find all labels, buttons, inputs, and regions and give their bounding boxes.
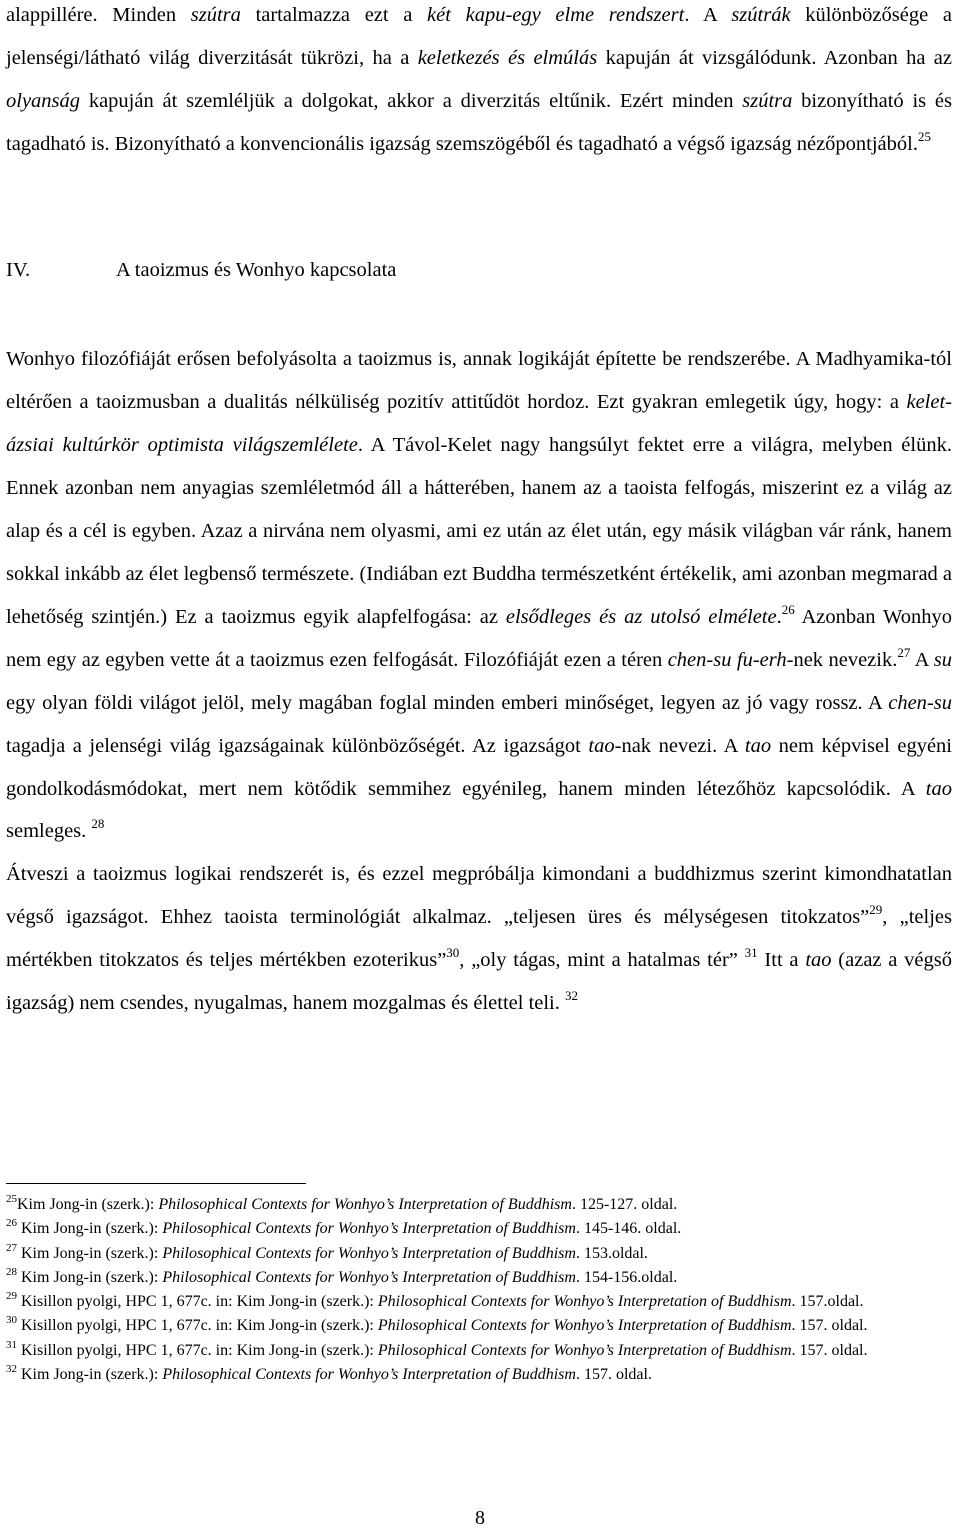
footnote-ref[interactable]: 31 (744, 945, 758, 961)
italic-term: olyanság (6, 89, 81, 112)
footnote-title: Philosophical Contexts for Wonhyo’s Interpretation of Buddhism (377, 1341, 792, 1359)
footnote-pages: . 125-127. oldal. (571, 1196, 678, 1213)
footnote-pages: . 145-146. oldal. (575, 1220, 682, 1238)
footnote-item (6, 1363, 952, 1387)
footnote-separator (6, 1183, 306, 1184)
footnote-pages: . 153.oldal. (575, 1244, 648, 1262)
footnote-number: 31 (6, 1338, 17, 1351)
footnote-pages: . 154-156.oldal. (575, 1268, 678, 1286)
footnote-author: Kisillon pyolgi, HPC 1, 677c. in: Kim Jong-in (szerk.): (17, 1317, 378, 1335)
text-run: semleges. (6, 820, 92, 843)
text-run: tagadja a jelenségi világ igazságainak különbözőségét. Az igazságot (6, 734, 589, 757)
text-run: bizonyítható is és tagadható is. Bizonyítható a konvencionális igazság szemszögéből és tagadható a végső igazság nézőpontjából. (6, 89, 952, 155)
footnote-title: Philosophical Contexts for Wonhyo’s Interpretation of Buddhism (158, 1196, 572, 1213)
footnote-author: Kim Jong-in (szerk.): (17, 1196, 159, 1213)
italic-term: kelet-ázsiai kultúrkör optimista világszemlélete (6, 390, 952, 456)
text-run: . (776, 605, 782, 628)
footnote-item (6, 1242, 952, 1266)
footnotes-list (6, 1193, 952, 1387)
italic-term: keletkezés és elmúlás (417, 46, 598, 69)
footnote-author: Kim Jong-in (szerk.): (17, 1220, 163, 1238)
italic-term: szútra (190, 4, 241, 26)
footnote-ref[interactable]: 28 (91, 816, 105, 832)
footnote-ref[interactable]: 32 (565, 988, 579, 1004)
text-run: alappillére. Minden (6, 4, 191, 26)
italic-term: elsődleges és az utolsó elmélete (505, 605, 777, 628)
text-run: nem képvisel egyéni gondolkodásmódokat, mert nem kötődik semmihez egyénileg, hanem minden létezőhöz kapcsolódik. A (6, 734, 952, 800)
italic-term: tao (744, 734, 772, 757)
footnote-pages: . 157.oldal. (791, 1293, 864, 1311)
footnote-number: 28 (6, 1265, 17, 1278)
footnote-pages: . 157. oldal. (791, 1317, 868, 1335)
text-run: , „teljes mértékben titokzatos és teljes mértékben ezoterikus” (6, 906, 952, 972)
section-heading (6, 256, 396, 284)
section-title: A taoizmus és Wonhyo kapcsolata (116, 259, 397, 281)
footnote-author: Kim Jong-in (szerk.): (17, 1366, 163, 1384)
text-run: , „oly tágas, mint a hatalmas tér” (459, 949, 745, 972)
footnote-number: 26 (6, 1217, 17, 1230)
footnote-author: Kisillon pyolgi, HPC 1, 677c. in: Kim Jong-in (szerk.): (17, 1341, 378, 1359)
footnote-author: Kim Jong-in (szerk.): (17, 1244, 163, 1262)
footnote-ref[interactable]: 27 (897, 644, 911, 660)
footnote-title: Philosophical Contexts for Wonhyo’s Interpretation of Buddhism (162, 1244, 576, 1262)
italic-term: chen-su (888, 691, 952, 714)
italic-term: szútrák (731, 4, 791, 26)
intro-paragraph (6, 0, 952, 166)
italic-term: tao (805, 949, 832, 972)
footnote-title: Philosophical Contexts for Wonhyo’s Interpretation of Buddhism (377, 1317, 792, 1335)
section-number: IV. (6, 259, 31, 281)
footnote-title: Philosophical Contexts for Wonhyo’s Interpretation of Buddhism (162, 1366, 576, 1384)
text-run: (azaz a végső igazság) nem csendes, nyugalmas, hanem mozgalmas és élettel teli. (6, 949, 952, 1015)
italic-term: chen-su fu-erh (667, 648, 787, 671)
text-run: egy olyan földi világot jelöl, mely magában foglal minden emberi minőséget, legyen az jó vagy rossz. A (6, 691, 889, 714)
section-body (6, 338, 952, 1025)
footnote-item (6, 1217, 952, 1241)
text-run: kapuján át vizsgálódunk. Azonban ha az (597, 46, 952, 69)
footnote-number: 25 (6, 1193, 17, 1205)
text-run: -nek nevezik. (786, 648, 898, 671)
footnote-title: Philosophical Contexts for Wonhyo’s Interpretation of Buddhism (162, 1268, 576, 1286)
text-run: -nak nevezi. A (614, 734, 745, 757)
body-paragraph-1 (6, 338, 952, 853)
page-number: 8 (475, 1507, 485, 1529)
text-run: . A (684, 4, 732, 26)
footnote-pages: . 157. oldal. (791, 1341, 868, 1359)
footnote-title: Philosophical Contexts for Wonhyo’s Interpretation of Buddhism (377, 1293, 792, 1311)
footnote-title: Philosophical Contexts for Wonhyo’s Interpretation of Buddhism (162, 1220, 576, 1238)
body-paragraph-2 (6, 853, 952, 1025)
text-run: Wonhyo filozófiáját erősen befolyásolta a taoizmus is, annak logikáját építette be rendszerébe. A Madhyamika-tól eltérően a taoizmusban a dualitás nélküliség pozitív attitűdöt hordoz. Ezt gyakran emlegetik úgy, hogy: a (6, 348, 952, 413)
italic-term: tao (925, 777, 952, 800)
footnote-ref[interactable]: 30 (446, 945, 460, 961)
footnote-author: Kim Jong-in (szerk.): (17, 1268, 163, 1286)
footnote-number: 29 (6, 1290, 17, 1303)
footnote-item (6, 1193, 952, 1217)
text-run: . A Távol-Kelet nagy hangsúlyt fektet erre a világra, melyben élünk. Ennek azonban nem anyagias szemléletmód áll a hátterében, hanem az a taoista felfogás, miszerint ez a világ az alap és a cél is egyben. Azaz a nirvána nem olyasmi, ami ez után az élet után, egy másik világban vár ránk, hanem sokkal inkább az élet legbenső természete. (Indiában ezt Buddha természetként értékelik, ami azonban megmarad a lehetőség szintjén.) Ez a taoizmus egyik alapfelfogása: az (6, 433, 953, 628)
italic-term: tao (588, 734, 615, 757)
footnote-author: Kisillon pyolgi, HPC 1, 677c. in: Kim Jong-in (szerk.): (17, 1293, 378, 1311)
footnote-item (6, 1290, 952, 1314)
italic-term: su (933, 648, 953, 671)
text-run: A (910, 648, 934, 671)
footnote-ref[interactable]: 25 (917, 128, 931, 144)
footnote-number: 30 (6, 1314, 17, 1327)
text-run: Átveszi a taoizmus logikai rendszerét is, és ezzel megpróbálja kimondani a buddhizmus szerint kimondhatatlan végső igazságot. Ehhez taoista terminológiát alkalmaz. „teljesen üres és mélységesen titokzatos” (6, 863, 952, 929)
footnote-number: 27 (6, 1241, 17, 1254)
italic-term: két kapu-egy elme rendszert (427, 4, 685, 26)
footnote-ref[interactable]: 26 (781, 601, 795, 617)
text-run: Itt a (757, 949, 806, 972)
text-run: különbözősége a jelenségi/látható világ diverzitását tükrözi, ha a (6, 4, 952, 69)
text-run: Azonban Wonhyo nem egy az egyben vette át a taoizmus ezen felfogását. Filozófiáját ezen a téren (6, 605, 952, 671)
italic-term: szútra (742, 89, 793, 112)
footnote-pages: . 157. oldal. (575, 1366, 652, 1384)
footnote-item (6, 1339, 952, 1363)
footnote-ref[interactable]: 29 (869, 902, 883, 918)
text-run: tartalmazza ezt a (240, 4, 428, 26)
footnote-item (6, 1266, 952, 1290)
footnote-item (6, 1314, 952, 1338)
footnote-number: 32 (6, 1363, 17, 1376)
text-run: kapuján át szemléljük a dolgokat, akkor a diverzitás eltűnik. Ezért minden (80, 89, 743, 112)
